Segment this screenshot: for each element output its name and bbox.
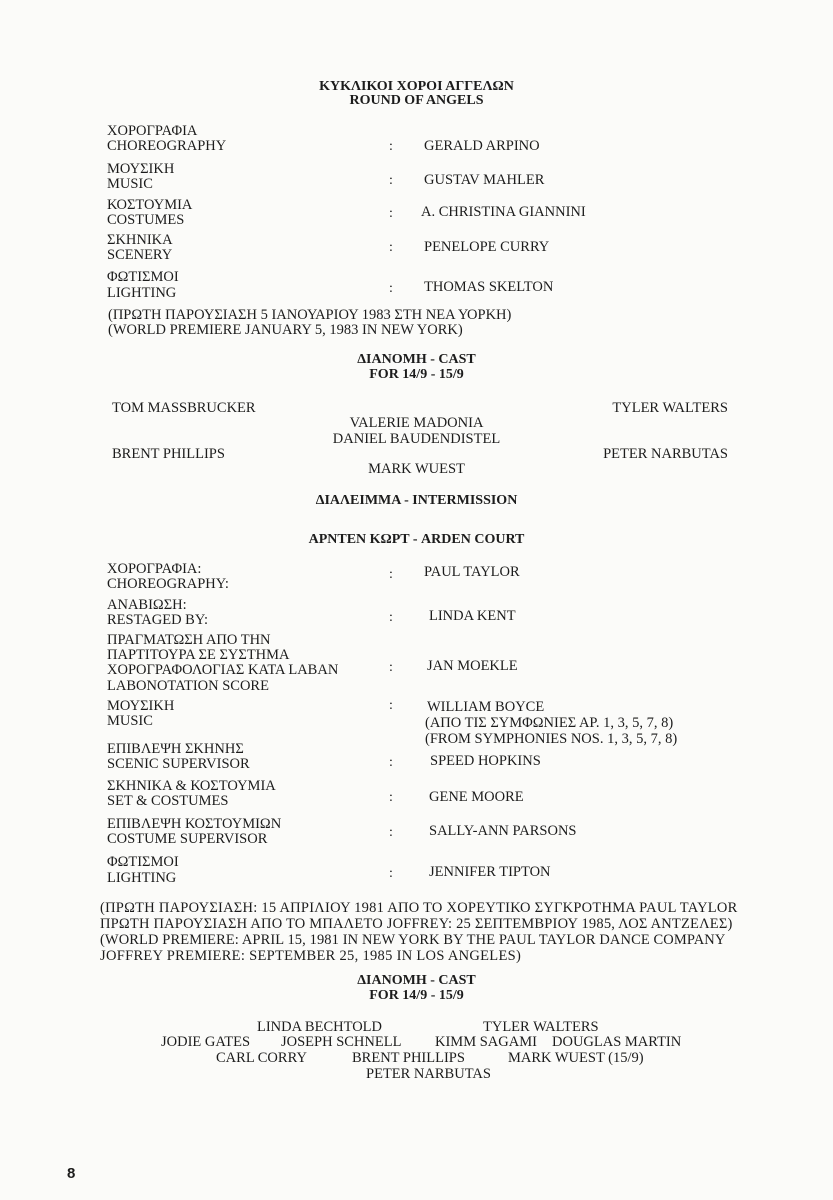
credit-label-line: ΦΩΤΙΣΜΟΙ [107, 854, 179, 870]
cast-member: BRENT PHILLIPS [112, 446, 225, 462]
credit-label-line: MUSIC [107, 713, 153, 729]
credit-label-greek: ΣΚΗΝΙΚΑ [107, 232, 173, 248]
premiere-line: (WORLD PREMIERE: APRIL 15, 1981 IN NEW YORK BY THE PAUL TAYLOR DANCE COMPANY [100, 932, 726, 948]
premiere-line: (ΠΡΩΤΗ ΠΑΡΟΥΣΙΑΣΗ: 15 ΑΠΡΙΛΙΟΥ 1981 ΑΠΟ ΤΟ ΧΟΡΕΥΤΙΚΟ ΣΥΓΚΡΟΤΗΜΑ PAUL TAYLOR [100, 900, 738, 916]
credit-value: (FROM SYMPHONIES NOS. 1, 3, 5, 7, 8) [425, 731, 678, 747]
credit-label-line: ΑΝΑΒΙΩΣΗ: [107, 597, 187, 613]
credit-value: JAN MOEKLE [427, 658, 518, 674]
credit-label-line: SET & COSTUMES [107, 793, 229, 809]
credit-value: GERALD ARPINO [424, 138, 540, 154]
credit-label-english: COSTUMES [107, 212, 185, 228]
cast-member: DOUGLAS MARTIN [552, 1034, 682, 1050]
page-number: 8 [67, 1165, 76, 1182]
piece1-premiere-greek: (ΠΡΩΤΗ ΠΑΡΟΥΣΙΑΣΗ 5 ΙΑΝΟΥΑΡΙΟΥ 1983 ΣΤΗ ΝΕΑ ΥΟΡΚΗ) [108, 307, 512, 323]
credit-label-line: SCENIC SUPERVISOR [107, 756, 250, 772]
piece1-cast-dates: FOR 14/9 - 15/9 [369, 367, 464, 382]
credit-separator: : [389, 206, 393, 221]
credit-value: WILLIAM BOYCE [427, 699, 545, 715]
credit-value: (ΑΠΟ ΤΙΣ ΣΥΜΦΩΝΙΕΣ ΑΡ. 1, 3, 5, 7, 8) [425, 715, 674, 731]
credit-value: SALLY-ANN PARSONS [429, 823, 577, 839]
credit-label-line: ΠΑΡΤΙΤΟΥΡΑ ΣΕ ΣΥΣΤΗΜΑ [107, 647, 290, 663]
intermission-heading: ΔΙΑΛΕΙΜΜΑ - INTERMISSION [315, 493, 518, 508]
cast-member: LINDA BECHTOLD [257, 1019, 382, 1035]
credit-separator: : [389, 567, 393, 582]
cast-member: JOSEPH SCHNELL [281, 1034, 402, 1050]
piece1-title-greek: ΚΥΚΛΙΚΟΙ ΧΟΡΟΙ ΑΓΓΕΛΩΝ [319, 79, 514, 94]
credit-separator: : [389, 610, 393, 625]
piece1-premiere-english: (WORLD PREMIERE JANUARY 5, 1983 IN NEW YORK) [108, 322, 463, 338]
piece2-title: ΑΡΝΤΕΝ ΚΩΡΤ - ARDEN COURT [308, 532, 525, 547]
cast-member: TYLER WALTERS [612, 400, 728, 416]
credit-separator: : [389, 281, 393, 296]
credit-label-line: RESTAGED BY: [107, 612, 209, 628]
credit-label-line: LABONOTATION SCORE [107, 678, 269, 694]
credit-value: PAUL TAYLOR [424, 564, 520, 580]
credit-label-english: MUSIC [107, 176, 153, 192]
piece2-cast-dates: FOR 14/9 - 15/9 [369, 988, 464, 1003]
credit-separator: : [389, 755, 393, 770]
credit-label-line: LIGHTING [107, 870, 177, 886]
piece1-title-english: ROUND OF ANGELS [349, 93, 484, 108]
credit-label-line: ΧΟΡΟΓΡΑΦΙΑ: [107, 561, 202, 577]
credit-label-line: ΕΠΙΒΛΕΨΗ ΣΚΗΝΗΣ [107, 741, 244, 757]
cast-member: JODIE GATES [161, 1034, 251, 1050]
credit-separator: : [389, 660, 393, 675]
premiere-line: JOFFREY PREMIERE: SEPTEMBER 25, 1985 IN LOS ANGELES) [100, 948, 522, 964]
cast-member: MARK WUEST [368, 461, 465, 477]
piece1-cast-heading: ΔΙΑΝΟΜΗ - CAST [357, 352, 476, 367]
credit-label-greek: ΜΟΥΣΙΚΗ [107, 161, 175, 177]
credit-value: SPEED HOPKINS [430, 753, 541, 769]
premiere-line: ΠΡΩΤΗ ΠΑΡΟΥΣΙΑΣΗ ΑΠΟ ΤΟ ΜΠΑΛΕΤΟ JOFFREY: 25 ΣΕΠΤΕΜΒΡΙΟΥ 1985, ΛΟΣ ΑΝΤΖΕΛΕΣ) [100, 916, 733, 932]
cast-member: BRENT PHILLIPS [352, 1050, 465, 1066]
credit-separator: : [389, 790, 393, 805]
credit-value: A. CHRISTINA GIANNINI [421, 204, 586, 220]
credit-value: THOMAS SKELTON [424, 279, 554, 295]
credit-label-english: LIGHTING [107, 285, 177, 301]
credit-value: GENE MOORE [429, 789, 524, 805]
credit-label-line: COSTUME SUPERVISOR [107, 831, 268, 847]
piece2-cast-heading: ΔΙΑΝΟΜΗ - CAST [357, 973, 476, 988]
credit-label-line: ΠΡΑΓΜΑΤΩΣΗ ΑΠΟ ΤΗΝ [107, 632, 271, 648]
cast-member: PETER NARBUTAS [366, 1066, 491, 1082]
credit-separator: : [389, 173, 393, 188]
credit-label-english: SCENERY [107, 247, 173, 263]
credit-label-greek: ΦΩΤΙΣΜΟΙ [107, 269, 179, 285]
credit-label-line: ΧΟΡΟΓΡΑΦΟΛΟΓΙΑΣ ΚΑΤΑ LABAN [107, 662, 339, 678]
cast-member: KIMM SAGAMI [435, 1034, 537, 1050]
credit-value: JENNIFER TIPTON [429, 864, 551, 880]
cast-member: CARL CORRY [216, 1050, 307, 1066]
cast-member: VALERIE MADONIA [349, 415, 484, 431]
credit-label-line: ΣΚΗΝΙΚΑ & ΚΟΣΤΟΥΜΙΑ [107, 778, 276, 794]
credit-separator: : [389, 866, 393, 881]
credit-separator: : [389, 698, 393, 713]
cast-member: TOM MASSBRUCKER [112, 400, 256, 416]
credit-label-greek: ΧΟΡΟΓΡΑΦΙΑ [107, 123, 198, 139]
credit-separator: : [389, 139, 393, 154]
cast-member: MARK WUEST (15/9) [508, 1050, 644, 1066]
credit-value: GUSTAV MAHLER [424, 172, 545, 188]
credit-label-line: ΕΠΙΒΛΕΨΗ ΚΟΣΤΟΥΜΙΩΝ [107, 816, 282, 832]
credit-label-line: CHOREOGRAPHY: [107, 576, 229, 592]
cast-member: PETER NARBUTAS [603, 446, 728, 462]
credit-label-greek: ΚΟΣΤΟΥΜΙΑ [107, 197, 193, 213]
cast-member: DANIEL BAUDENDISTEL [332, 431, 501, 447]
credit-value: PENELOPE CURRY [424, 239, 550, 255]
credit-value: LINDA KENT [429, 608, 516, 624]
credit-separator: : [389, 240, 393, 255]
cast-member: TYLER WALTERS [483, 1019, 599, 1035]
credit-label-english: CHOREOGRAPHY [107, 138, 227, 154]
credit-separator: : [389, 825, 393, 840]
credit-label-line: ΜΟΥΣΙΚΗ [107, 698, 175, 714]
